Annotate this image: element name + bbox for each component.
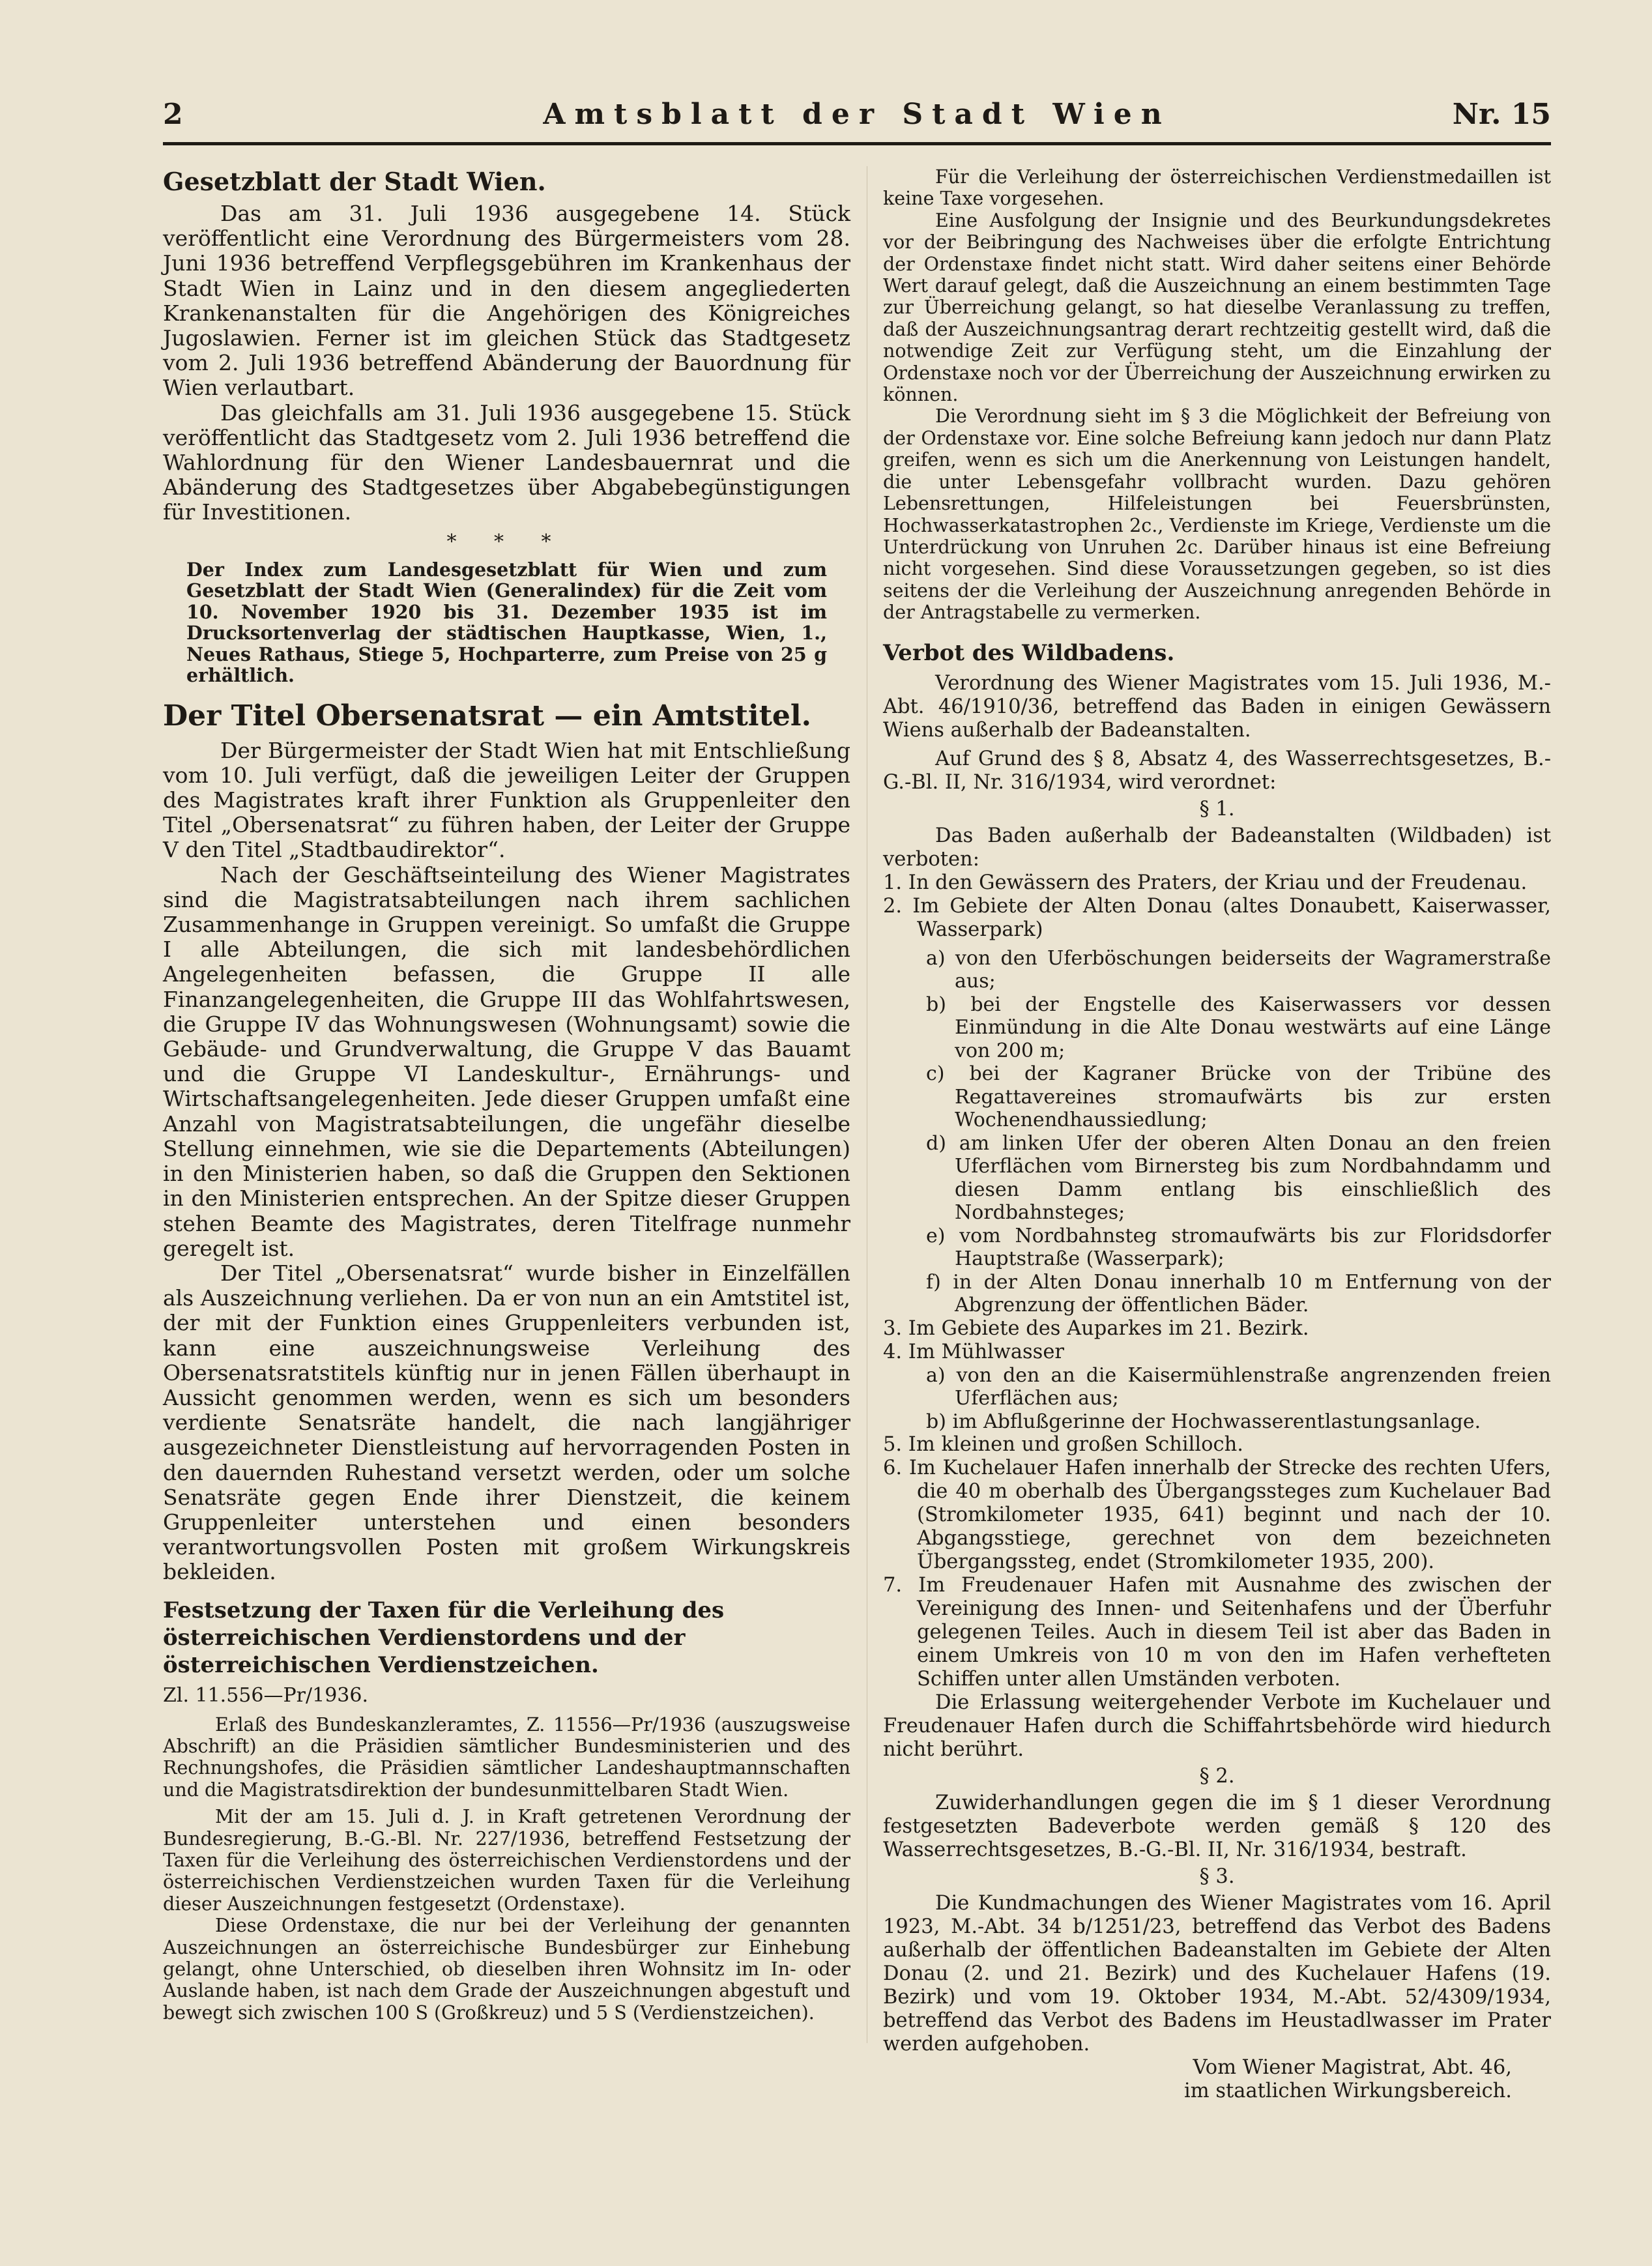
paragraph: Mit der am 15. Juli d. J. in Kraft getretenen Verordnung der Bundesregierung, B.-G.-Bl. Nr. 227/1936, betreffend Festsetzung der Taxen für die Verleihung des österreichischen Verdienstordens und der österreichischen Verdienstzeichen wurden Taxen für die Verleihung dieser Auszeichnungen festgesetzt (Ordenstaxe). xyxy=(163,1806,850,1915)
article-heading: Gesetzblatt der Stadt Wien. xyxy=(163,167,546,196)
article-gesetzblatt xyxy=(163,166,850,686)
paragraph: Diese Ordenstaxe, die nur bei der Verleihung der genannten Auszeichnungen an österreichische Bundesbürger zur Einhebung gelangt, ohne Unterschied, ob dieselben ihren Wohnsitz im In- oder Auslande haben, ist nach dem Grade der Auszeichnungen abgestuft und bewegt sich zwischen 100 S (Großkreuz) und 5 S (Verdienstzeichen). xyxy=(163,1915,850,2024)
list-item: 5. Im kleinen und großen Schilloch. xyxy=(883,1433,1243,1457)
paragraph: Erlaß des Bundeskanzleramtes, Z. 11556—Pr/1936 (auszugsweise Abschrift) an die Präsidien sämtlicher Bundesministerien und des Rechnungshofes, die Präsidien sämtlicher Landeshauptmannschaften und die Magistratsdirektion der bundesunmittelbaren Stadt Wien. xyxy=(163,1713,850,1801)
paragraph: Die Verordnung sieht im § 3 die Möglichkeit der Befreiung von der Ordenstaxe vor. Eine solche Befreiung kann jedoch nur dann Platz greifen, wenn es sich um die Anerkennung von Leistungen handelt, die unter Lebensgefahr vollbracht wurden. Dazu gehören Lebensrettungen, Hilfeleistungen bei Feuersbrünsten, Hochwasserkatastrophen 2c., Verdienste im Kriege, Verdienste um die Unterdrückung von Unruhen 2c. Darüber hinaus ist eine Befreiung nicht vorgesehen. Sind diese Voraussetzungen gegeben, so ist dies seitens der die Verleihung der Auszeichnung anregenden Behörde in der Antragstabelle zu vermerken. xyxy=(883,405,1551,624)
reference-number: Zl. 11.556—Pr/1936. xyxy=(163,1683,368,1707)
sub-list-item: a) von den Uferböschungen beiderseits der Wagramerstraße aus; xyxy=(926,946,1551,993)
article-heading: Der Titel Obersenatsrat — ein Amtstitel. xyxy=(163,699,811,733)
sub-list-item: a) von den an die Kaisermühlenstraße angrenzenden freien Uferflächen aus; xyxy=(926,1363,1551,1410)
list-item: 7. Im Freudenauer Hafen mit Ausnahme des zwischen der Vereinigung des Innen- und Seitenhafens und der Überfuhr gelegenen Teiles. Auch in diesem Teil ist aber das Baden in einem Umkreis von 10 m von den im Hafen verhefteten Schiffen unter allen Umständen verboten. xyxy=(883,1574,1551,1691)
publication-title: Amtsblatt der Stadt Wien xyxy=(543,98,1171,131)
paragraph: Das Baden außerhalb der Badeanstalten (Wildbaden) ist verboten: xyxy=(883,824,1551,871)
sub-list-item: d) am linken Ufer der oberen Alten Donau an den freien Uferflächen vom Birnersteg bis zum Nordbahndamm und diesen Damm entlang bis einschließlich des Nordbahnsteges; xyxy=(926,1131,1551,1225)
sub-list-item: f) in der Alten Donau innerhalb 10 m Entfernung von der Abgrenzung der öffentlichen Bäder. xyxy=(926,1270,1551,1317)
paragraph: Auf Grund des § 8, Absatz 4, des Wasserrechtsgesetzes, B.-G.-Bl. II, Nr. 316/1934, wird verordnet: xyxy=(883,747,1551,794)
list-item: 1. In den Gewässern des Praters, der Kriau und der Freudenau. xyxy=(883,871,1528,894)
sub-list-item: e) vom Nordbahnsteg stromaufwärts bis zur Floridsdorfer Hauptstraße (Wasserpark); xyxy=(926,1224,1551,1271)
paragraph: Nach der Geschäftseinteilung des Wiener Magistrates sind die Magistratsabteilungen nach ihrem sachlichen Zusammenhange in Gruppen vereinigt. So umfaßt die Gruppe I alle Abteilungen, die sich mit landesbehördlichen Angelegenheiten befassen, die Gruppe II alle Finanzangelegenheiten, die Gruppe III das Wohlfahrtswesen, die Gruppe IV das Wohnungswesen (Wohnungsamt) sowie die Gebäude- und Grundverwaltung, die Gruppe V das Bauamt und die Gruppe VI Landeskultur-, Ernährungs- und Wirtschaftsangelegenheiten. Jede dieser Gruppen umfaßt eine Anzahl von Magistratsabteilungen, die ungefähr dieselbe Stellung einnehmen, wie sie die Departements (Abteilungen) in den Ministerien haben, so daß die Gruppen den Sektionen in den Ministerien entsprechen. An der Spitze dieser Gruppen stehen Beamte des Magistrates, deren Titelfrage nunmehr geregelt ist. xyxy=(163,862,850,1261)
sub-list-item: c) bei der Kagraner Brücke von der Tribüne des Regattavereines stromaufwärts bis zur ersten Wochenendhaussiedlung; xyxy=(926,1062,1551,1132)
section-mark: § 3. xyxy=(1199,1865,1235,1889)
list-item: 2. Im Gebiete der Alten Donau (altes Donaubett, Kaiserwasser, Wasserpark) xyxy=(883,894,1551,941)
page-header xyxy=(163,98,1551,143)
article-taxen-continued xyxy=(883,166,1551,624)
sub-list-item: b) bei der Engstelle des Kaiserwassers vor dessen Einmündung in die Alte Donau westwärts auf eine Länge von 200 m; xyxy=(926,993,1551,1062)
paragraph: Das am 31. Juli 1936 ausgegebene 14. Stück veröffentlicht eine Verordnung des Bürgermeisters vom 28. Juni 1936 betreffend Verpflegsgebühren im Krankenhaus der Stadt Wien in Lainz und in den diesem angegliederten Krankenanstalten für die Angehörigen des Königreiches Jugoslawien. Ferner ist im gleichen Stück das Stadtgesetz vom 2. Juli 1936 betreffend Abänderung der Bauordnung für Wien verlautbart. xyxy=(163,201,850,401)
asterism-divider: * * * xyxy=(446,530,567,553)
issue-number: Nr. 15 xyxy=(1452,98,1551,131)
list-item: 6. Im Kuchelauer Hafen innerhalb der Strecke des rechten Ufers, die 40 m oberhalb des Übergangssteges zum Kuchelauer Bad (Stromkilometer 1935, 641) beginnt und nach der 10. Abgangsstiege, gerechnet von dem bezeichneten Übergangssteg, endet (Stromkilometer 1935, 200). xyxy=(883,1457,1551,1574)
section-mark: § 1. xyxy=(1199,797,1235,821)
paragraph: Das gleichfalls am 31. Juli 1936 ausgegebene 15. Stück veröffentlicht das Stadtgesetz vom 2. Juli 1936 betreffend die Wahlordnung für den Wiener Landesbauernrat und die Abänderung des Stadtgesetzes über Abgabebegünstigungen für Investitionen. xyxy=(163,399,850,525)
paragraph: Der Titel „Obersenatsrat“ wurde bisher in Einzelfällen als Auszeichnung verliehen. Da er von nun an ein Amtstitel ist, der mit der Funktion eines Gruppenleiters verbunden ist, kann eine auszeichnungsweise Verleihung des Obersenatsratstitels künftig nur in jenen Fällen überhaupt in Aussicht genommen werden, wenn es sich um besonders verdiente Senatsräte handelt, die nach langjähriger ausgezeichneter Dienstleistung auf hervorragenden Posten in den dauernden Ruhestand versetzt werden, oder um solche Senatsräte gegen Ende ihrer Dienstzeit, die keinem Gruppenleiter unterstehen und einen besonders verantwortungsvollen Posten mit großem Wirkungskreis bekleiden. xyxy=(163,1260,850,1585)
article-obersenatsrat xyxy=(163,698,850,1585)
signature-line: im staatlichen Wirkungsbereich. xyxy=(1184,2080,1512,2103)
signature-line: Vom Wiener Magistrat, Abt. 46, xyxy=(1193,2056,1512,2080)
list-item: 3. Im Gebiete des Auparkes im 21. Bezirk. xyxy=(883,1316,1309,1340)
paragraph: Der Bürgermeister der Stadt Wien hat mit Entschließung vom 10. Juli verfügt, daß die jeweiligen Leiter der Gruppen des Magistrates kraft ihrer Funktion als Gruppenleiter den Titel „Obersenatsrat“ zu führen haben, der Leiter der Gruppe V den Titel „Stadtbaudirektor“. xyxy=(163,737,850,863)
right-column xyxy=(883,166,1551,2103)
index-notice: Der Index zum Landesgesetzblatt für Wien und zum Gesetzblatt der Stadt Wien (Generalindex) für die Zeit vom 10. November 1920 bis 31. Dezember 1935 ist im Drucksortenverlag der städtischen Hauptkasse, Wien, 1., Neues Rathaus, Stiege 5, Hochparterre, zum Preise von 25 g erhältlich. xyxy=(186,558,827,687)
paragraph: Für die Verleihung der österreichischen Verdienstmedaillen ist keine Taxe vorgesehen. xyxy=(883,166,1551,210)
list-item: 4. Im Mühlwasser xyxy=(883,1340,1064,1363)
paragraph: Eine Ausfolgung der Insignie und des Beurkundungsdekretes vor der Beibringung des Nachweises über die erfolgte Entrichtung der Ordenstaxe findet nicht statt. Wird daher seitens einer Behörde Wert darauf gelegt, daß die Auszeichnung an einem bestimmten Tage zur Überreichung gelangt, so hat dieselbe Veranlassung zu treffen, daß der Auszeichnungsantrag derart rechtzeitig gestellt wird, daß die notwendige Zeit zur Verfügung steht, um die Einzahlung der Ordenstaxe noch vor der Überreichung der Auszeichnung erwirken zu können. xyxy=(883,209,1551,406)
paragraph: Die Erlassung weitergehender Verbote im Kuchelauer und Freudenauer Hafen durch die Schiffahrtsbehörde wird hiedurch nicht berührt. xyxy=(883,1691,1551,1762)
page-number: 2 xyxy=(163,98,183,131)
article-wildbaden xyxy=(883,639,1551,2104)
left-column xyxy=(163,166,850,2024)
header-rule xyxy=(163,142,1551,145)
article-heading: Verbot des Wildbadens. xyxy=(883,639,1175,666)
sub-list-item: b) im Abflußgerinne der Hochwasserentlastungsanlage. xyxy=(926,1410,1481,1433)
article-taxen xyxy=(163,1597,850,2024)
paragraph: Verordnung des Wiener Magistrates vom 15. Juli 1936, M.-Abt. 46/1910/36, betreffend das Baden in einigen Gewässern Wiens außerhalb der Badeanstalten. xyxy=(883,671,1551,742)
paragraph: Zuwiderhandlungen gegen die im § 1 dieser Verordnung festgesetzten Badeverbote werden gemäß § 120 des Wasserrechtsgesetzes, B.-G.-Bl. II, Nr. 316/1934, bestraft. xyxy=(883,1792,1551,1862)
section-mark: § 2. xyxy=(1199,1765,1235,1788)
article-heading: Festsetzung der Taxen für die Verleihung des österreichischen Verdienstordens und der österreichischen Verdienstzeichen. xyxy=(163,1597,725,1678)
paragraph: Die Kundmachungen des Wiener Magistrates vom 16. April 1923, M.-Abt. 34 b/1251/23, betreffend das Verbot des Badens außerhalb der öffentlichen Badeanstalten im Gebiete der Alten Donau (2. und 21. Bezirk) und des Kuchelauer Hafens (19. Bezirk) und vom 19. Oktober 1934, M.-Abt. 52/4309/1934, betreffend das Verbot des Badens im Heustadlwasser im Prater werden aufgehoben. xyxy=(883,1892,1551,2056)
